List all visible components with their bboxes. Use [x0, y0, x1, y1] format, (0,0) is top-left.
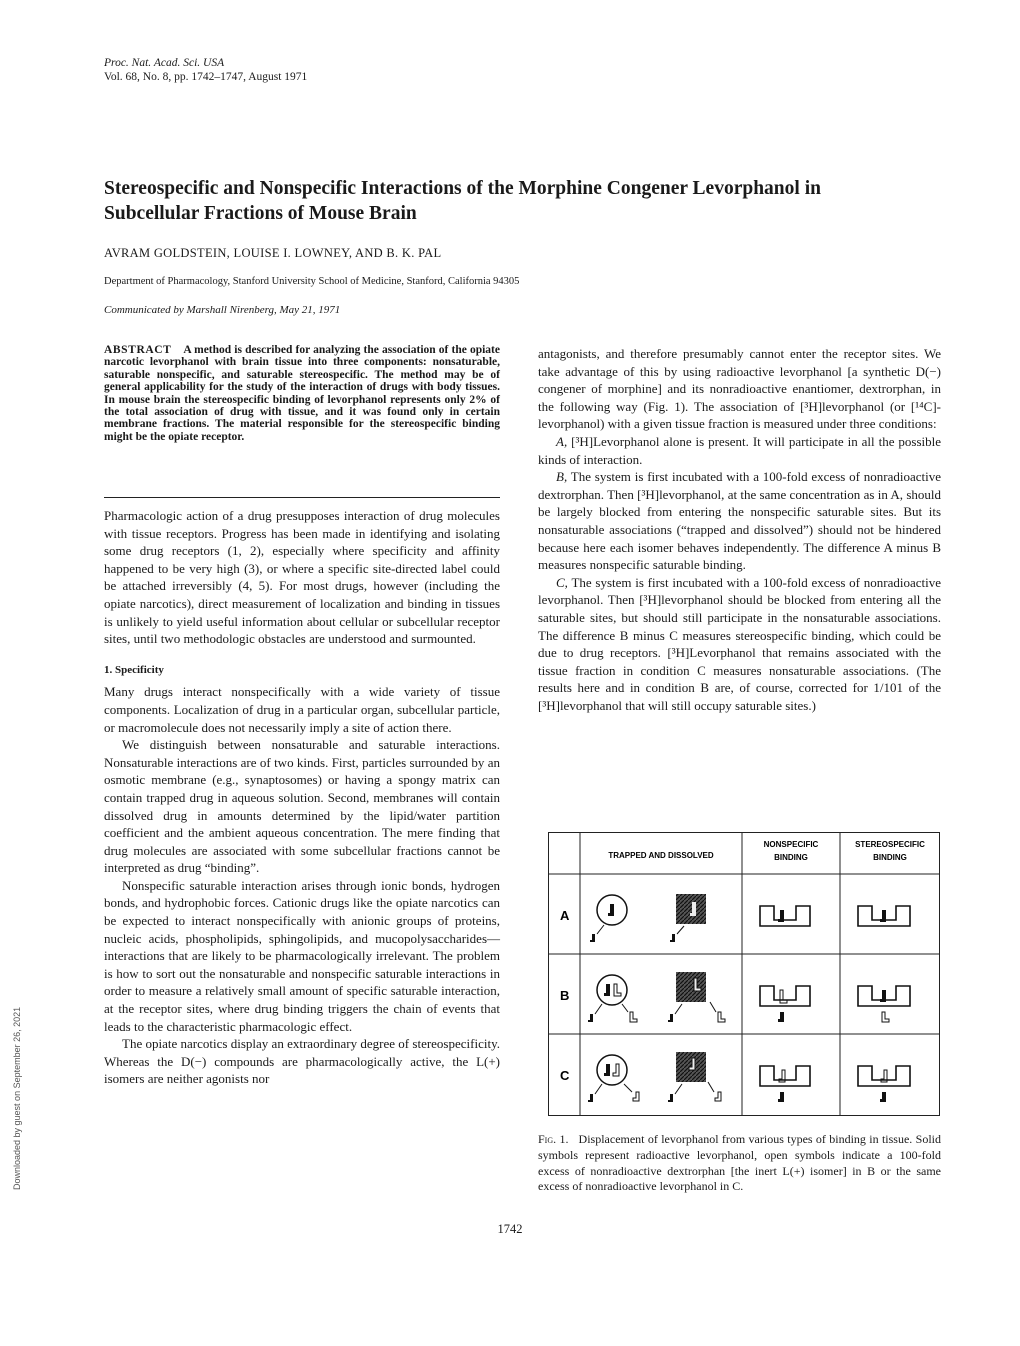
- levorphanol-solid-icon: [590, 934, 595, 942]
- condition-label: A,: [556, 433, 568, 449]
- col-header-nonspecific: NONSPECIFIC: [763, 840, 819, 849]
- membrane-hatched-icon: [676, 972, 706, 1002]
- binding-site-icon: [760, 906, 810, 926]
- vesicle-icon: [597, 1055, 627, 1085]
- right-column: [538, 345, 941, 714]
- dextrorphan-open-icon: [614, 984, 621, 996]
- paragraph: antagonists, and therefore presumably cannot enter the receptor sites. We take advantage of this by using radioactive levorphanol [a synthetic D(−) congener of morphine] and its nonradioactive enantiomer, dextrorphan, in the following way (Fig. 1). The association of [³H]levorphanol (or [¹⁴C]-levorphanol) with a given tissue fraction is measured under three conditions:: [538, 346, 941, 432]
- dextrorphan-open-icon: [718, 1012, 725, 1022]
- levorphanol-open-icon: [613, 1064, 619, 1076]
- levorphanol-open-icon: [633, 1092, 639, 1101]
- levorphanol-solid-icon: [604, 1064, 610, 1076]
- levorphanol-solid-icon: [608, 904, 614, 916]
- condition-c: [538, 574, 941, 715]
- figure-1-diagram: [548, 832, 940, 1116]
- section-heading: 1. Specificity: [104, 663, 164, 676]
- levorphanol-solid-icon: [670, 934, 675, 942]
- membrane-hatched-icon: [676, 894, 706, 924]
- row-label-b: B: [560, 988, 570, 1003]
- communicated-by: Communicated by Marshall Nirenberg, May 21, 1971: [104, 304, 341, 316]
- abstract-divider: [104, 497, 500, 498]
- dextrorphan-open-icon: [780, 990, 787, 1003]
- levorphanol-solid-icon: [880, 1092, 886, 1102]
- col-header-stereospecific: STEREOSPECIFIC: [855, 840, 925, 849]
- caption-text: Displacement of levorphanol from various types of binding in tissue. Solid symbols represent radioactive levorphanol, open symbols indicate a 100-fold excess of nonradioactive dextrorphan [the inert L(+) isomer] in B or the same excess of nonradioactive levorphanol in C.: [538, 1132, 941, 1194]
- journal-volume: Vol. 68, No. 8, pp. 1742–1747, August 1971: [104, 71, 308, 83]
- article-title: Stereospecific and Nonspecific Interactions of the Morphine Congener Levorphanol in Subcellular Fractions of Mouse Brain: [104, 178, 821, 224]
- left-column: [104, 507, 500, 1088]
- levorphanol-solid-icon: [668, 1094, 673, 1102]
- levorphanol-solid-icon: [588, 1014, 593, 1022]
- condition-b: [538, 468, 941, 574]
- condition-label: B,: [556, 469, 568, 485]
- row-c-symbols: [588, 1052, 910, 1102]
- abstract: [104, 344, 500, 443]
- paragraph: The opiate narcotics display an extraordinary degree of stereospecificity. Whereas the D(−) compounds are pharmacologically active, the L(+) isomers are neither agonists nor: [104, 1036, 500, 1087]
- condition-label: C,: [556, 574, 568, 590]
- authors: AVRAM GOLDSTEIN, LOUISE I. LOWNEY, AND B. K. PAL: [104, 246, 442, 260]
- figure-caption: [538, 1132, 941, 1195]
- row-label-c: C: [560, 1068, 570, 1083]
- caption-label: Fig. 1.: [538, 1132, 569, 1146]
- vesicle-icon: [597, 975, 627, 1005]
- department: Department of Pharmacology, Stanford University School of Medicine, Stanford, California 94305: [104, 276, 520, 287]
- download-watermark: Downloaded by guest on September 26, 2021: [12, 1006, 22, 1190]
- col-header-binding: BINDING: [873, 853, 907, 862]
- page-number: 1742: [497, 1222, 523, 1236]
- condition-text: The system is first incubated with a 100-fold excess of nonradioactive dextrorphan. Then [³H]levorphanol, at the same concentration as in A, should be largely blocked from entering the nonspecific saturable sites. But its nonsaturable associations (“trapped and dissolved”) should not be hindered because here each isomer behaves independently. The difference A minus B measures nonspecific saturable binding.: [538, 469, 941, 573]
- dextrorphan-open-icon: [882, 1012, 889, 1022]
- journal-header: [104, 56, 307, 84]
- dextrorphan-open-icon: [630, 1012, 637, 1022]
- condition-text: [³H]Levorphanol alone is present. It will participate in all the possible kinds of interaction.: [538, 433, 942, 467]
- levorphanol-open-icon: [715, 1092, 721, 1101]
- row-a-symbols: [590, 894, 910, 942]
- levorphanol-solid-icon: [588, 1094, 593, 1102]
- condition-text: The system is first incubated with a 100-fold excess of nonradioactive levorphanol. Then [³H]levorphanol should be blocked from entering all the saturable sites, but should still participate in the nonsaturable associations. The difference B minus C measures stereospecific binding, which could be due to drug receptors. [³H]Levorphanol that remains associated with the tissue fraction in condition C measures nonsaturable associations. (The results here and in condition B are, of course, corrected for 1/101 of the [³H]levorphanol that will still occupy saturable sites.): [538, 574, 942, 713]
- abstract-label: ABSTRACT: [104, 344, 172, 356]
- col-header-trapped: TRAPPED AND DISSOLVED: [608, 851, 714, 860]
- row-b-symbols: [588, 972, 910, 1022]
- levorphanol-solid-icon: [778, 1012, 784, 1022]
- abstract-text: A method is described for analyzing the association of the opiate narcotic levorphanol with brain tissue into three components: nonsaturable, saturable nonspecific, and saturable stereospecific. The method may be of general applicability for the study of the interaction of drugs with body tissues. In mouse brain the stereospecific binding of levorphanol represents only 2% of the total association of drug with tissue, and it was found only in certain membrane fractions. The material responsible for the stereospecific binding might be the opiate receptor.: [104, 344, 500, 443]
- levorphanol-solid-icon: [880, 910, 886, 922]
- levorphanol-solid-icon: [880, 990, 886, 1002]
- levorphanol-solid-icon: [778, 910, 784, 922]
- levorphanol-solid-icon: [604, 984, 610, 996]
- journal-name: Proc. Nat. Acad. Sci. USA: [104, 57, 225, 69]
- paragraph: Pharmacologic action of a drug presupposes interaction of drug molecules with tissue receptors. Progress has been made in identifying and isolating some drug receptors (1, 2), especially where specificity and affinity happened to be very high (3), or where a specific site-directed label could be attached irreversibly (4, 5). For most drugs, however (including the opiate narcotics), direct measurement of localization and binding in tissues is unlikely to yield useful information about cellular or subcellular receptor sites, until two methodologic obstacles are understood and surmounted.: [104, 508, 500, 647]
- condition-a: [538, 433, 941, 468]
- col-header-binding: BINDING: [774, 853, 808, 862]
- levorphanol-solid-icon: [778, 1092, 784, 1102]
- levorphanol-solid-icon: [668, 1014, 673, 1022]
- row-label-a: A: [560, 908, 570, 923]
- paragraph: Nonspecific saturable interaction arises through ionic bonds, hydrogen bonds, and hydrophobic forces. Cationic drugs like the opiate narcotics can be expected to interact nonspecifically with anionic groups of proteins, nucleic acids, phospholipids, sphingolipids, and mucopolysaccharides—interactions that are likely to be pharmacologically irrelevant. The problem is how to sort out the nonsaturable and nonspecific saturable interactions in order to measure a relatively small amount of specific saturable interaction, at the receptor sites, where drug binding triggers the chain of events that leads to the characteristic pharmacologic effect.: [104, 877, 500, 1034]
- paragraph: Many drugs interact nonspecifically with a wide variety of tissue components. Localization of drug in a particular organ, subcellular particle, or macromolecule does not necessarily imply a site of action there.: [104, 684, 500, 735]
- paragraph: We distinguish between nonsaturable and saturable interactions. Nonsaturable interactions are of two kinds. First, particles surrounded by an osmotic membrane (e.g., synaptosomes) or having a spongy matrix can contain trapped drug in aqueous solution. Second, membranes will contain dissolved drug in amounts determined by the lipid/water partition coefficient and the ambient aqueous concentration. The mere finding that drug molecules are associated with some subcellular fractions cannot be interpreted as drug “binding”.: [104, 737, 500, 876]
